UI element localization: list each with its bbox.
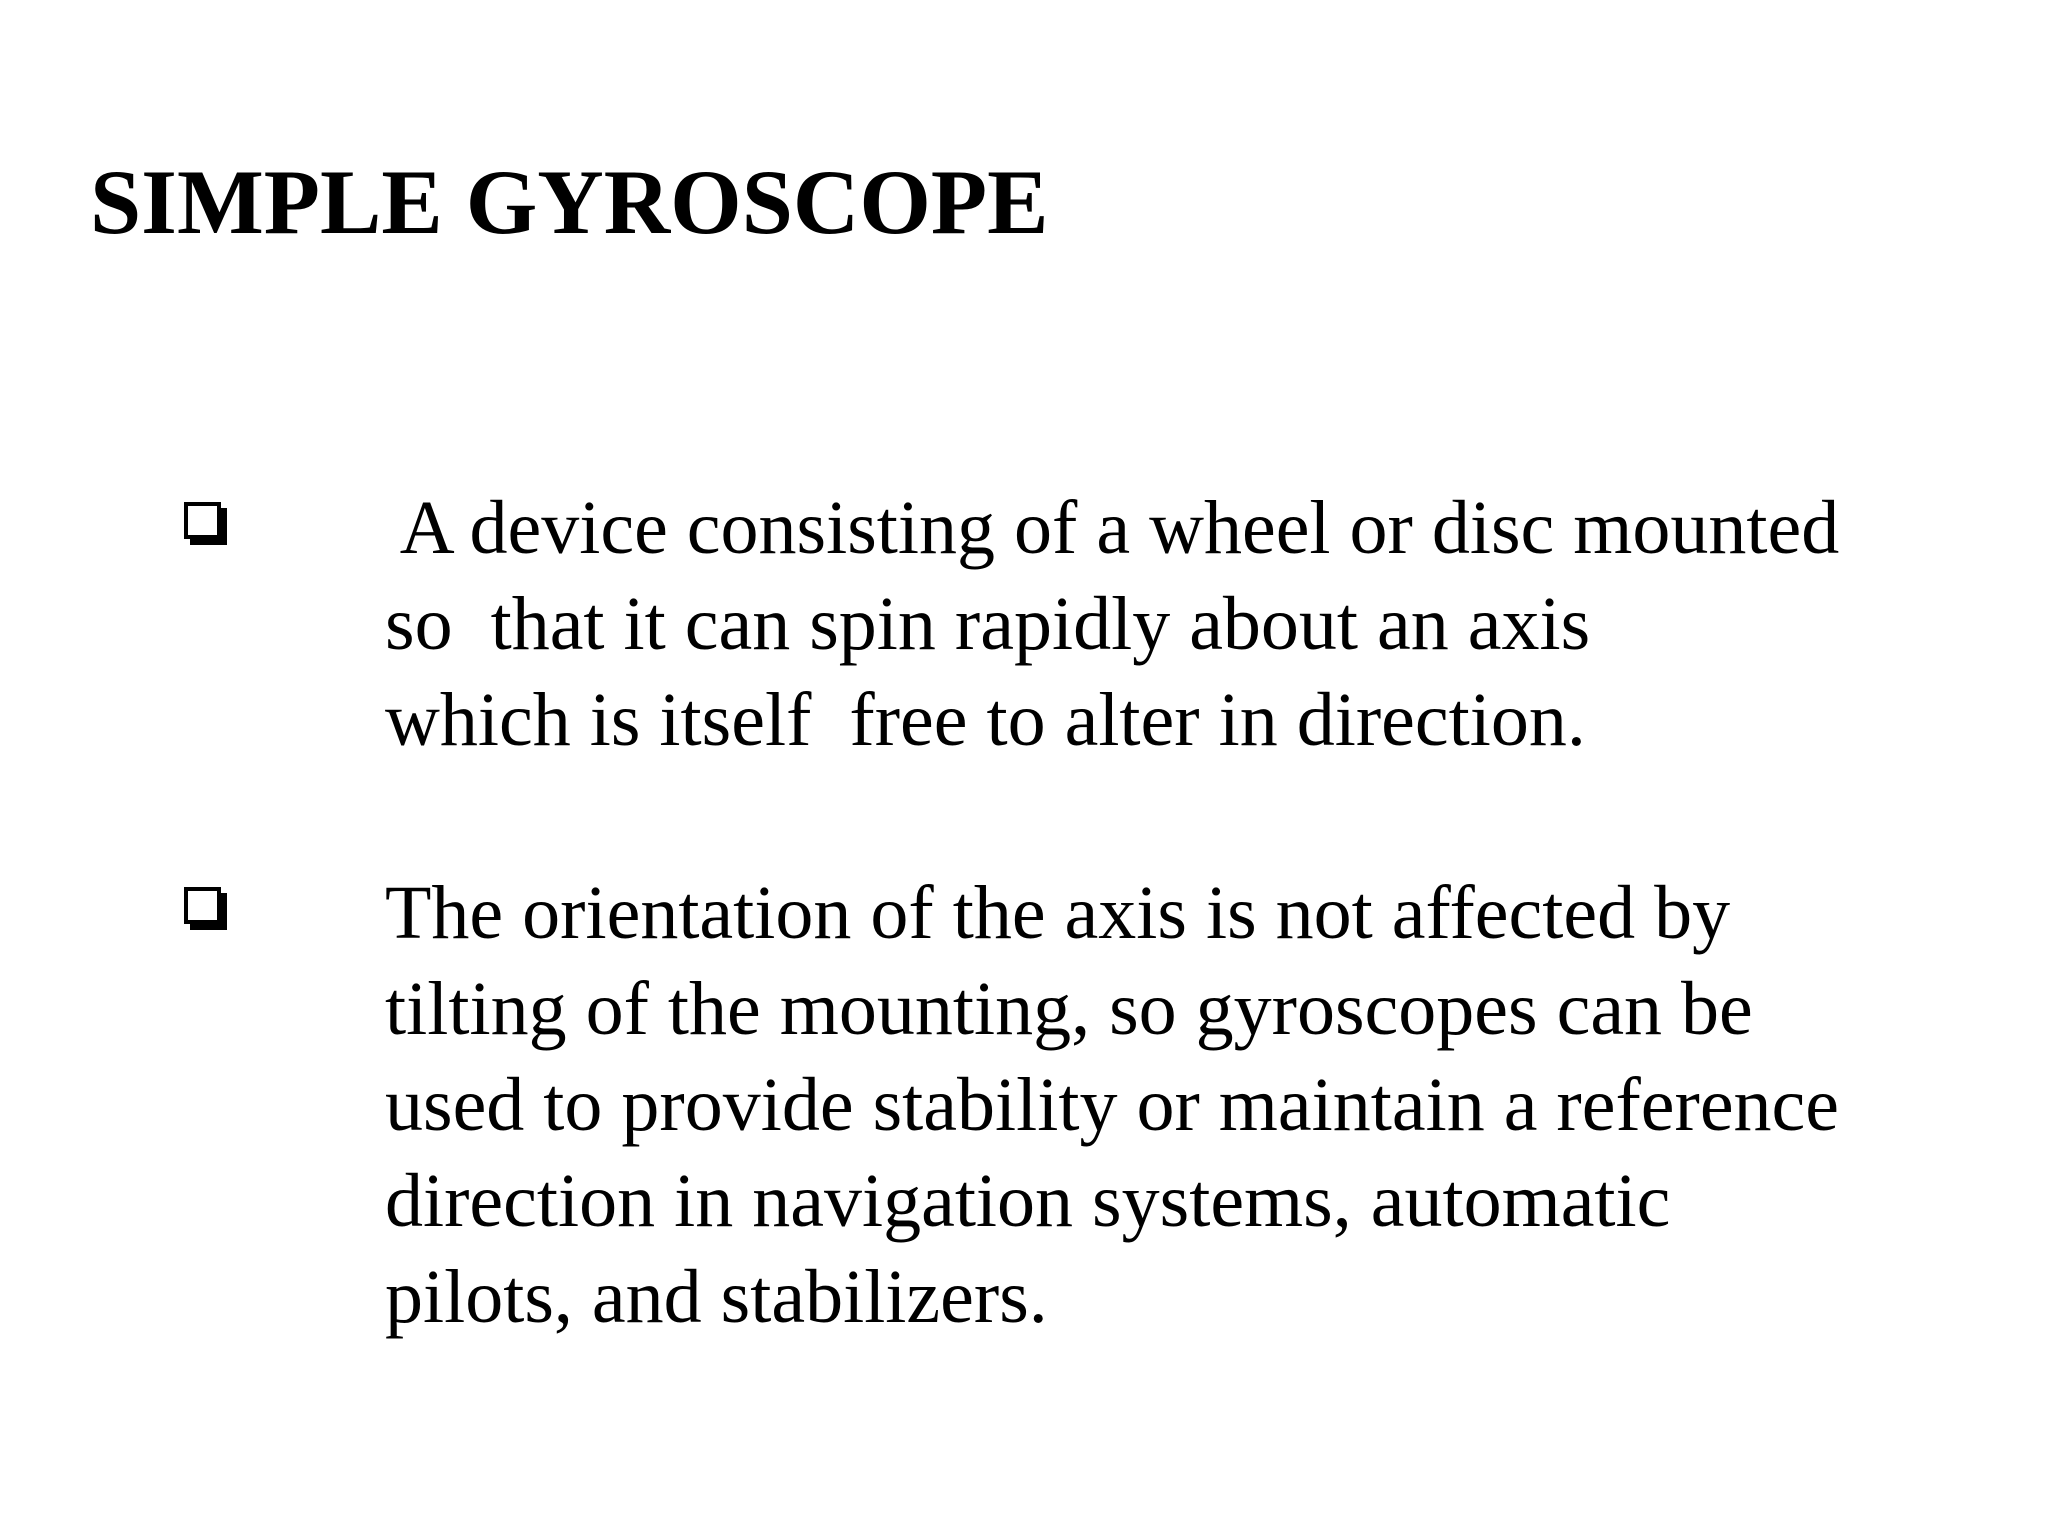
bullet-line: The orientation of the axis is not affected by: [385, 871, 1731, 955]
bullet-line: A device consisting of a wheel or disc mounted: [385, 486, 1840, 570]
bullet-text: [385, 480, 1839, 768]
bullet-line: tilting of the mounting, so gyroscopes can be: [385, 967, 1753, 1051]
square-checkbox-bullet-icon: [184, 887, 221, 924]
bullet-line: pilots, and stabilizers.: [385, 1255, 1048, 1339]
bullet-line: direction in navigation systems, automatic: [385, 1159, 1671, 1243]
bullet-line: so that it can spin rapidly about an axis: [385, 582, 1591, 666]
slide-title: SIMPLE GYROSCOPE: [90, 151, 1049, 253]
square-checkbox-bullet-icon: [184, 502, 221, 539]
bullet-line: used to provide stability or maintain a reference: [385, 1063, 1840, 1147]
bullet-line: which is itself free to alter in direction.: [385, 678, 1586, 762]
bullet-text: [385, 865, 1839, 1345]
